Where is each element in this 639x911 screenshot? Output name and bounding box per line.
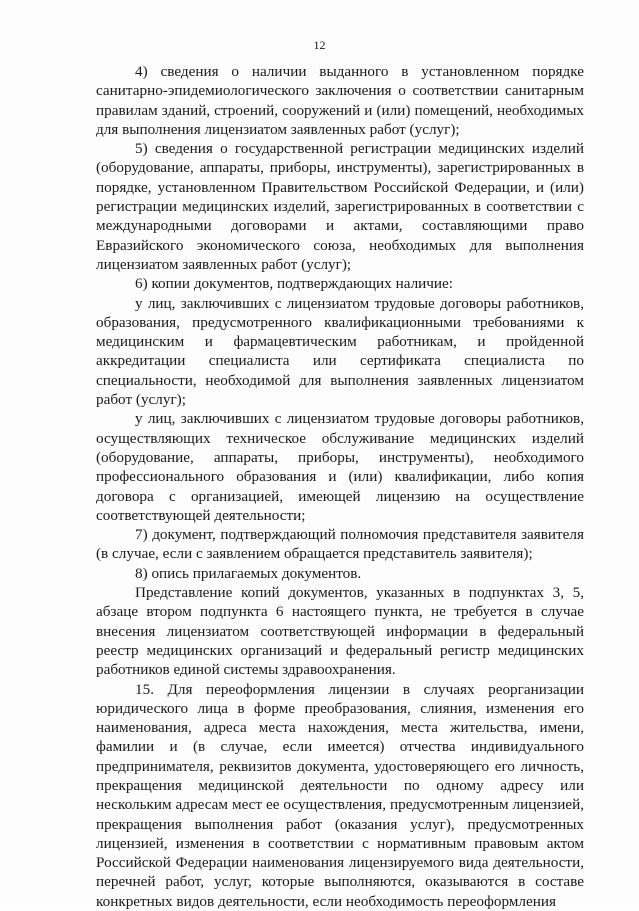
paragraph-item-4: 4) сведения о наличии выданного в установленном порядке санитарно-эпидемиологического заключения о соответствии санитарным правилам зданий, строений, сооружений и (или) помещений, необходимых для выполнения лицензиатом заявленных работ (услуг); <box>96 62 584 139</box>
document-body <box>96 62 584 911</box>
paragraph-item-8: 8) опись прилагаемых документов. <box>96 564 584 583</box>
paragraph-item-6: 6) копии документов, подтверждающих наличие: <box>96 274 584 293</box>
paragraph-exemption-note: Представление копий документов, указанных в подпунктах 3, 5, абзаце втором подпункта 6 настоящего пункта, не требуется в случае внесения лицензиатом соответствующей информации в федеральный реестр медицинских организаций и федеральный регистр медицинских работников единой системы здравоохранения. <box>96 583 584 679</box>
paragraph-item-5: 5) сведения о государственной регистрации медицинских изделий (оборудование, аппараты, приборы, инструменты), зарегистрированных в порядке, установленном Правительством Российской Федерации, и (или) регистрации медицинских изделий, зарегистрированных в соответствии с международными договорами и актами, составляющими право Евразийского экономического союза, необходимых для выполнения лицензиатом заявленных работ (услуг); <box>96 139 584 274</box>
paragraph-item-6-technical-staff: у лиц, заключивших с лицензиатом трудовые договоры работников, осуществляющих техническое обслуживание медицинских изделий (оборудование, аппараты, приборы, инструменты), необходимого профессионального образования и (или) квалификации, либо копия договора с организацией, имеющей лицензию на осуществление соответствующей деятельности; <box>96 409 584 525</box>
paragraph-section-15: 15. Для переоформления лицензии в случаях реорганизации юридического лица в форме преобразования, слияния, изменения его наименования, адреса места нахождения, места жительства, имени, фамилии и (в случае, если имеется) отчества индивидуального предпринимателя, реквизитов документа, удостоверяющего его личность, прекращения медицинской деятельности по одному адресу или нескольким адресам мест ее осуществления, предусмотренным лицензией, прекращения выполнения работ (оказания услуг), предусмотренных лицензией, изменения в соответствии с нормативным правовым актом Российской Федерации наименования лицензируемого вида деятельности, перечней работ, услуг, которые выполняются, оказываются в составе конкретных видов деятельности, если необходимость переоформления <box>96 680 584 911</box>
paragraph-item-7: 7) документ, подтверждающий полномочия представителя заявителя (в случае, если с заявлением обращается представитель заявителя); <box>96 525 584 564</box>
page-number: 12 <box>0 38 639 52</box>
paragraph-item-6-medical-staff: у лиц, заключивших с лицензиатом трудовые договоры работников, образования, предусмотренного квалификационными требованиями к медицинским и фармацевтическим работникам, и пройденной аккредитации специалиста или сертификата специалиста по специальности, необходимой для выполнения заявленных лицензиатом работ (услуг); <box>96 294 584 410</box>
